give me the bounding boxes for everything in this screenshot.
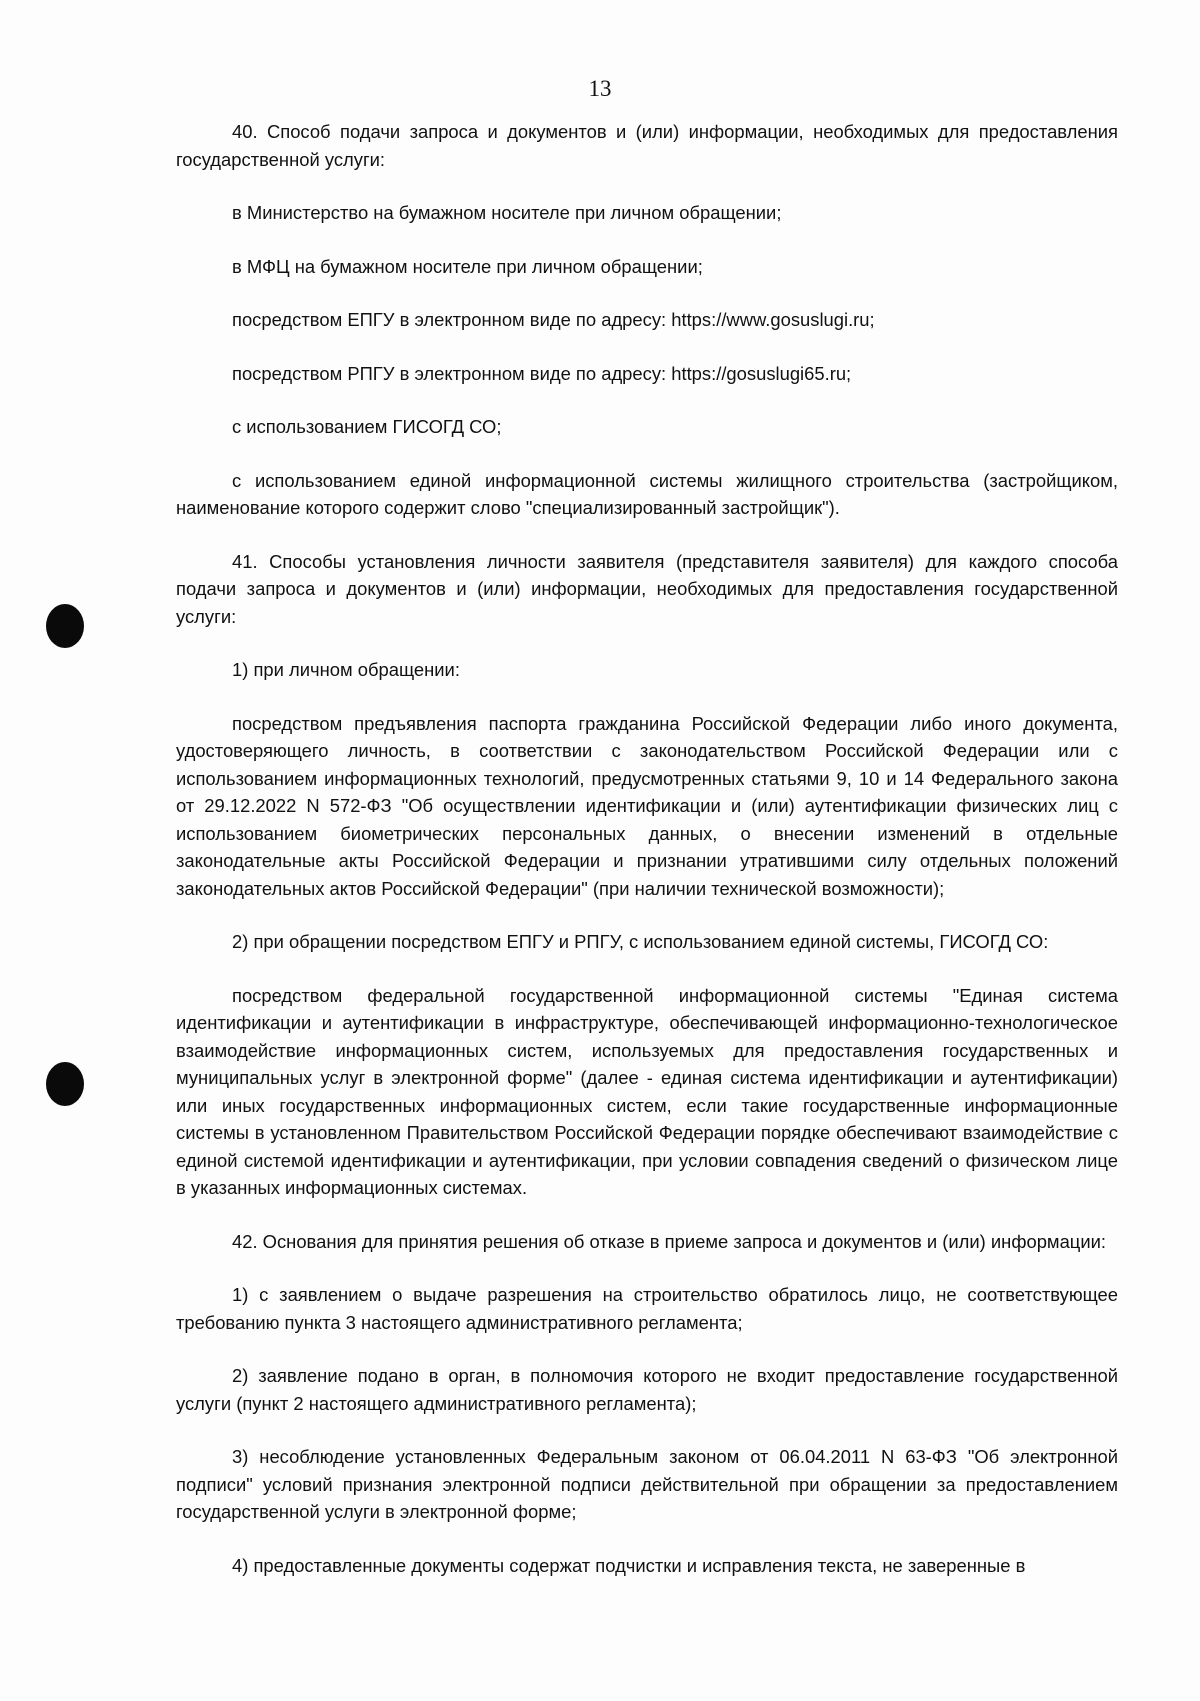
list-item: 2) при обращении посредством ЕПГУ и РПГУ, с использованием единой системы, ГИСОГД СО: xyxy=(232,931,1049,952)
list-item: 1) с заявлением о выдаче разрешения на строительство обратилось лицо, не соответствующее требованию пункта 3 настоящего административного регламента; xyxy=(176,1284,1118,1333)
document-body xyxy=(176,118,1118,1605)
paragraph-40: 40. Способ подачи запроса и документов и (или) информации, необходимых для предоставления государственной услуги: xyxy=(176,121,1118,170)
paragraph: посредством федеральной государственной информационной системы "Единая система идентификации и аутентификации в инфраструктуре, обеспечивающей информационно-технологическое взаимодействие информационных систем, используемых для предоставления государственных и муниципальных услуг в электронной форме" (далее - единая система идентификации и аутентификации) или иных государственных информационных систем, если такие государственные информационные системы в установленном Правительством Российской Федерации порядке обеспечивают взаимодействие с единой системой идентификации и аутентификации, при условии совпадения сведений о физическом лице в указанных информационных системах. xyxy=(176,984,1118,1198)
list-item: посредством ЕПГУ в электронном виде по адресу: https://www.gosuslugi.ru; xyxy=(232,309,875,330)
list-item: 2) заявление подано в орган, в полномочия которого не входит предоставление государственной услуги (пункт 2 настоящего административного регламента); xyxy=(176,1365,1118,1414)
list-item: 1) при личном обращении: xyxy=(232,659,460,680)
list-item: в Министерство на бумажном носителе при личном обращении; xyxy=(232,202,782,223)
paragraph: посредством предъявления паспорта гражданина Российской Федерации либо иного документа, удостоверяющего личность, в соответствии с законодательством Российской Федерации или с использованием информационных технологий, предусмотренных статьями 9, 10 и 14 Федерального закона от 29.12.2022 N 572-ФЗ "Об осуществлении идентификации и (или) аутентификации физических лиц с использованием биометрических персональных данных, о внесении изменений в отдельные законодательные акты Российской Федерации и признании утратившими силу отдельных положений законодательных актов Российской Федерации" (при наличии технической возможности); xyxy=(176,712,1118,899)
list-item: с использованием ГИСОГД СО; xyxy=(232,416,502,437)
list-item: 4) предоставленные документы содержат подчистки и исправления текста, не заверенные в xyxy=(232,1554,1026,1576)
list-item: посредством РПГУ в электронном виде по адресу: https://gosuslugi65.ru; xyxy=(232,362,852,384)
paragraph-42: 42. Основания для принятия решения об отказе в приеме запроса и документов и (или) информации: xyxy=(232,1230,1106,1252)
list-item: в МФЦ на бумажном носителе при личном обращении; xyxy=(232,255,703,277)
list-item: 3) несоблюдение установленных Федеральным законом от 06.04.2011 N 63-ФЗ "Об электронной подписи" условий признания электронной подписи действительной при обращении за предоставлением государственной услуги в электронной форме; xyxy=(176,1446,1118,1522)
punch-hole-mark xyxy=(46,1062,84,1106)
punch-hole-mark xyxy=(46,604,84,648)
paragraph-41: 41. Способы установления личности заявителя (представителя заявителя) для каждого способа подачи запроса и документов и (или) информации, необходимых для предоставления государственной услуги: xyxy=(176,550,1118,627)
page-number: 13 xyxy=(588,76,612,101)
list-item: с использованием единой информационной системы жилищного строительства (застройщиком, наименование которого содержит слово "специализированный застройщик"). xyxy=(176,469,1118,518)
